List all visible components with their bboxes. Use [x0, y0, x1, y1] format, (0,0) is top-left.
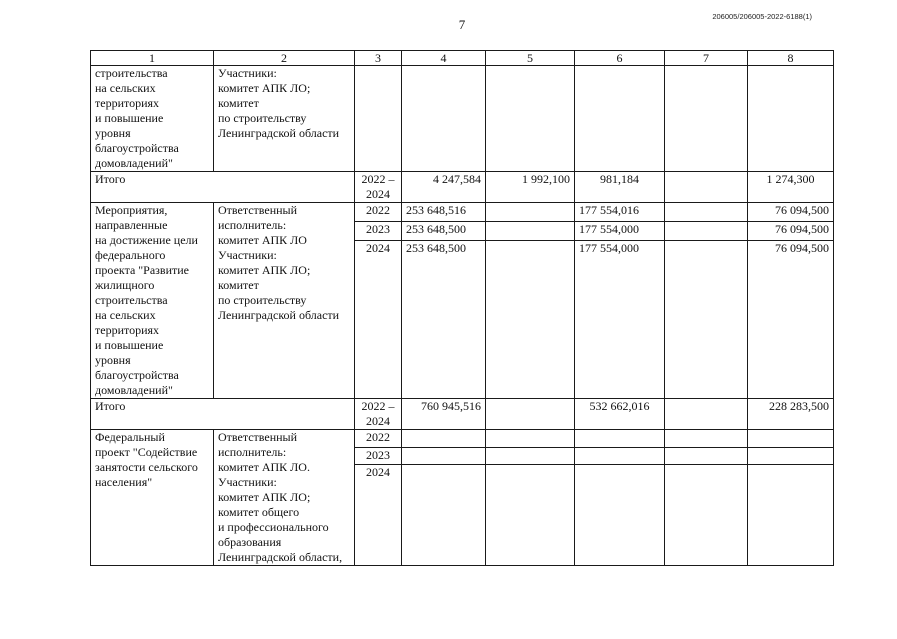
empty-cell: [575, 447, 665, 465]
column-header-2: 2: [214, 51, 355, 66]
empty-cell: [355, 66, 402, 172]
total-column-7: [665, 172, 748, 203]
value-column-6: 177 554,016: [575, 203, 665, 222]
empty-cell: [575, 465, 665, 566]
empty-cell: [665, 465, 748, 566]
total-column-5: 1 992,100: [486, 172, 575, 203]
value-column-7: [665, 203, 748, 222]
measure-name-cell: строительства на сельских территориях и повышение уровня благоустройства домовладений": [91, 66, 214, 172]
year-cell: 2024: [355, 241, 402, 399]
empty-cell: [486, 66, 575, 172]
total-period: 2022 – 2024: [355, 172, 402, 203]
total-column-8: 228 283,500: [748, 399, 834, 430]
empty-cell: [402, 66, 486, 172]
value-column-8: 76 094,500: [748, 203, 834, 222]
measure-name-cell: Федеральный проект "Содействие занятости сельского населения": [91, 430, 214, 566]
column-header-1: 1: [91, 51, 214, 66]
page-number: 7: [458, 17, 466, 32]
executor-cell: Ответственный исполнитель: комитет АПК ЛО. Участники: комитет АПК ЛО; комитет общего и профессионального образования Ленинградской области,: [214, 430, 355, 566]
value-column-8: 76 094,500: [748, 222, 834, 241]
year-cell: 2023: [355, 447, 402, 465]
total-label: Итого: [91, 172, 355, 203]
column-header-8: 8: [748, 51, 834, 66]
empty-cell: [575, 66, 665, 172]
total-column-7: [665, 399, 748, 430]
value-column-8: 76 094,500: [748, 241, 834, 399]
empty-cell: [748, 447, 834, 465]
total-column-6: 532 662,016: [575, 399, 665, 430]
year-cell: 2022: [355, 430, 402, 448]
column-header-6: 6: [575, 51, 665, 66]
empty-cell: [748, 66, 834, 172]
column-header-4: 4: [402, 51, 486, 66]
total-column-8: 1 274,300: [748, 172, 834, 203]
empty-cell: [402, 465, 486, 566]
empty-cell: [402, 430, 486, 448]
empty-cell: [748, 465, 834, 566]
table-row-federal-2022: [91, 430, 834, 448]
value-column-6: 177 554,000: [575, 222, 665, 241]
empty-cell: [665, 447, 748, 465]
total-column-6: 981,184: [575, 172, 665, 203]
empty-cell: [748, 430, 834, 448]
table-row-continuation: [91, 66, 834, 172]
year-cell: 2022: [355, 203, 402, 222]
executor-cell: Участники: комитет АПК ЛО; комитет по строительству Ленинградской области: [214, 66, 355, 172]
total-label: Итого: [91, 399, 355, 430]
empty-cell: [665, 66, 748, 172]
value-column-4: 253 648,516: [402, 203, 486, 222]
year-cell: 2024: [355, 465, 402, 566]
total-column-5: [486, 399, 575, 430]
total-period: 2022 – 2024: [355, 399, 402, 430]
empty-cell: [575, 430, 665, 448]
executor-cell: Ответственный исполнитель: комитет АПК ЛО Участники: комитет АПК ЛО; комитет по строительству Ленинградской области: [214, 203, 355, 399]
column-header-3: 3: [355, 51, 402, 66]
table-row-total: [91, 172, 834, 203]
year-cell: 2023: [355, 222, 402, 241]
value-column-5: [486, 222, 575, 241]
column-header-7: 7: [665, 51, 748, 66]
total-column-4: 760 945,516: [402, 399, 486, 430]
value-column-5: [486, 241, 575, 399]
budget-table: [90, 50, 834, 566]
header-row: [91, 51, 834, 66]
table-row-measures-2022: [91, 203, 834, 222]
value-column-6: 177 554,000: [575, 241, 665, 399]
empty-cell: [402, 447, 486, 465]
value-column-7: [665, 222, 748, 241]
table-row-total: [91, 399, 834, 430]
value-column-7: [665, 241, 748, 399]
value-column-4: 253 648,500: [402, 241, 486, 399]
value-column-5: [486, 203, 575, 222]
empty-cell: [486, 447, 575, 465]
empty-cell: [486, 465, 575, 566]
document-reference: 206005/206005-2022-6188(1): [712, 12, 812, 21]
total-column-4: 4 247,584: [402, 172, 486, 203]
value-column-4: 253 648,500: [402, 222, 486, 241]
empty-cell: [486, 430, 575, 448]
measure-name-cell: Мероприятия, направленные на достижение цели федерального проекта "Развитие жилищного строительства на сельских территориях и повышение уровня благоустройства домовладений": [91, 203, 214, 399]
column-header-5: 5: [486, 51, 575, 66]
empty-cell: [665, 430, 748, 448]
